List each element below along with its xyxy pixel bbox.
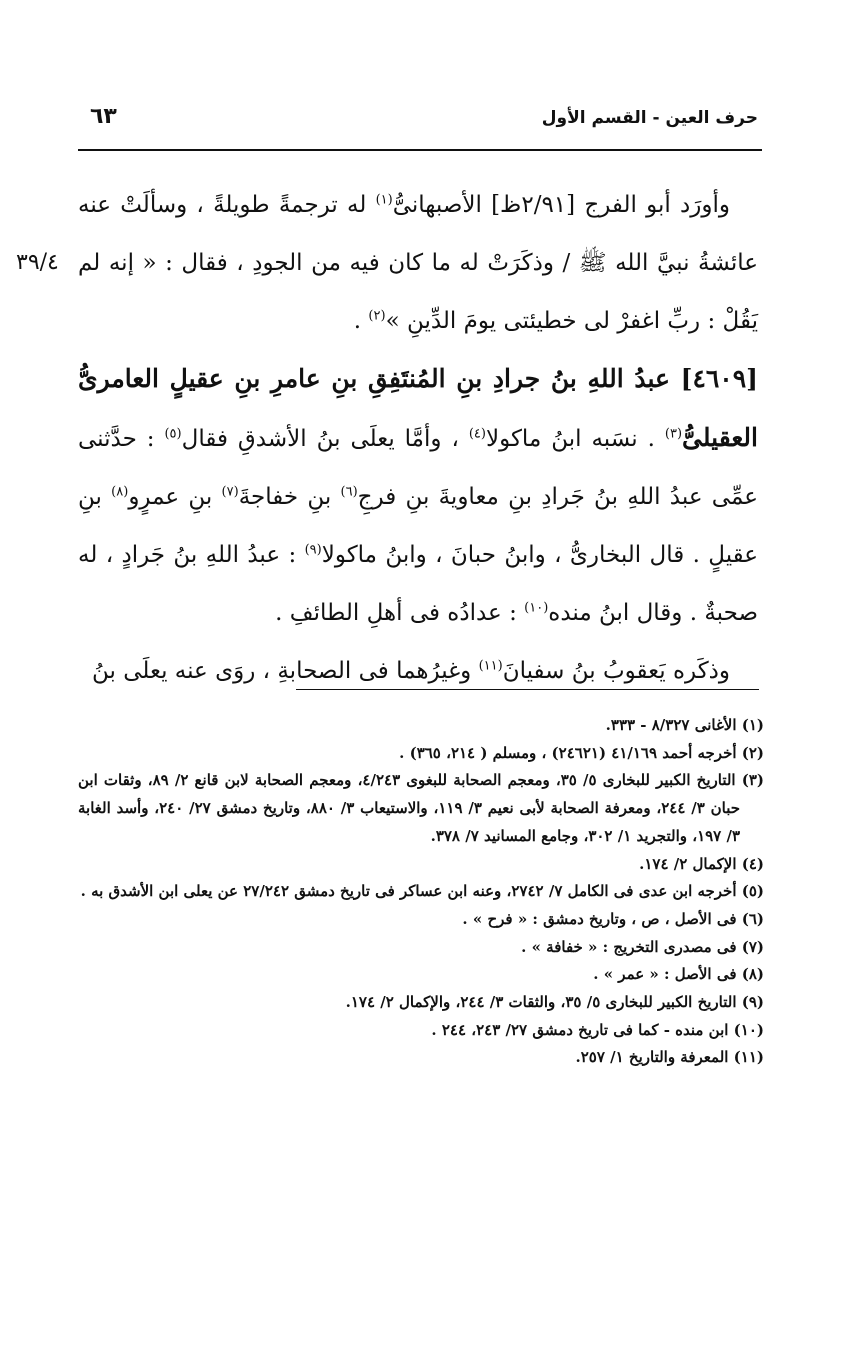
text-run: . نسَبه ابنُ ماكولا — [485, 426, 665, 452]
footnote-marker: (٩) — [304, 542, 322, 558]
footnote: (١) الأغانى ٨/٣٢٧ - ٣٣٣. — [605, 716, 764, 734]
margin-volume-reference: ٣٩/٤ — [16, 250, 59, 275]
main-text — [78, 176, 758, 700]
text-run: وغيرُهما فى الصحابةِ ، روَى عنه يعلَى بنُ — [91, 658, 479, 684]
footnote-marker: (٥) — [164, 426, 182, 442]
entry-paragraph — [78, 350, 758, 642]
footnote: (٥) أخرجه ابن عدى فى الكامل ٧/ ٢٧٤٢، وعنه ابن عساكر فى تاريخ دمشق ٢٧/٢٤٢ عن يعلى ابن الأشدق به . — [80, 882, 764, 901]
footnote: (٢) أخرجه أحمد ٤١/١٦٩ (٢٤٦٢١) ، ومسلم ( ٢١٤، ٣٦٥) . — [399, 743, 764, 762]
footnote: (١١) المعرفة والتاريخ ١/ ٢٥٧. — [575, 1048, 764, 1067]
footnote: (٦) فى الأصل ، ص ، وتاريخ دمشق : « فرح » . — [462, 909, 764, 928]
text-run: : عبدُ اللهِ بنُ جَرادٍ ، له صحبةٌ . وقال ابنُ منده — [78, 542, 758, 626]
footnote-marker: (٢) — [368, 308, 386, 324]
footnote: (٩) التاريخ الكبير للبخارى ٥/ ٣٥، والثقات ٣/ ٢٤٤، والإكمال ٢/ ١٧٤. — [345, 993, 764, 1012]
text-run: ، وأمَّا يعلَى بنُ الأشدقِ فقال — [181, 426, 469, 452]
footnote: (٨) فى الأصل : « عمر » . — [593, 965, 764, 984]
footnote: (٣) التاريخ الكبير للبخارى ٥/ ٣٥، ومعجم الصحابة للبغوى ٤/٢٤٣، ومعجم الصحابة لابن قانع ٢/ ٨٩، وثقات ابن حبان ٣/ ٢٤٤، ومعرفة الصحابة لأبى نعيم ٣/ ١١٩، والاستيعاب ٣/ ٨٨٠، وتاريخ دمشق ٢٧/ ٢٤٠، وأسد الغابة ٣/ ١٩٧، والتجريد ١/ ٣٠٢، وجامع المسانيد ٧/ ٣٧٨. — [78, 771, 764, 845]
text-run: بنِ عمرٍو — [128, 484, 222, 510]
text-run: . — [353, 308, 369, 334]
running-title: حرف العين - القسم الأول — [541, 108, 758, 128]
text-run: : حدَّثنى عمِّى عبدُ اللهِ بنُ جَرادِ بنِ معاويةَ بنِ فرجِ — [78, 426, 758, 510]
paragraph — [78, 642, 758, 700]
text-run: بنِ عقيلٍ . قال البخارىُّ ، وابنُ حبانَ ، وابنُ ماكولا — [78, 484, 759, 568]
footnote-marker: (٣) — [664, 426, 683, 442]
text-run: بنِ خفاجةَ — [238, 484, 341, 510]
entry-heading: [٤٦٠٩] عبدُ اللهِ بنُ جرادِ بنِ المُنتَفِقِ بنِ عامرِ بنِ عقيلٍ العامرىُّ العقيلىُّ — [78, 364, 758, 452]
paragraph — [78, 176, 758, 350]
page-number: ٦٣ — [90, 104, 117, 129]
footnote-marker: (٨) — [111, 484, 129, 500]
footnote-marker: (٦) — [340, 484, 358, 500]
text-run: له ترجمةً طويلةً ، وسألَتْ عنه عائشةُ نبيَّ الله ﷺ / وذكَرَتْ له ما كان فيه من الجودِ ، فقال : « إنه لم يَقُلْ : ربِّ اغفرْ لى خطيئتى يومَ الدِّينِ » — [78, 192, 758, 334]
footnote-marker: (٧) — [221, 484, 239, 500]
footnote-marker: (١٠) — [524, 600, 549, 616]
footnote-divider — [296, 689, 759, 690]
footnote: (١٠) ابن منده - كما فى تاريخ دمشق ٢٧/ ٢٤٣، ٢٤٤ . — [431, 1020, 764, 1039]
footnotes — [78, 712, 764, 1072]
text-run: وذكَره يَعقوبُ بنُ سفيانَ — [502, 658, 730, 684]
footnote-marker: (١١) — [478, 658, 503, 674]
footnote: (٧) فى مصدرى التخريج : « خفافة » . — [521, 937, 764, 956]
footnote-marker: (٤) — [468, 426, 486, 442]
header-divider — [78, 149, 762, 151]
footnote-marker: (١) — [375, 192, 393, 208]
page-header — [78, 104, 758, 142]
text-run: : عدادُه فى أهلِ الطائفِ . — [275, 600, 525, 626]
text-run: وأورَد أبو الفرج [٢/٩١ظ] الأصبهانىُّ — [392, 192, 731, 218]
footnote: (٤) الإكمال ٢/ ١٧٤. — [639, 854, 764, 873]
